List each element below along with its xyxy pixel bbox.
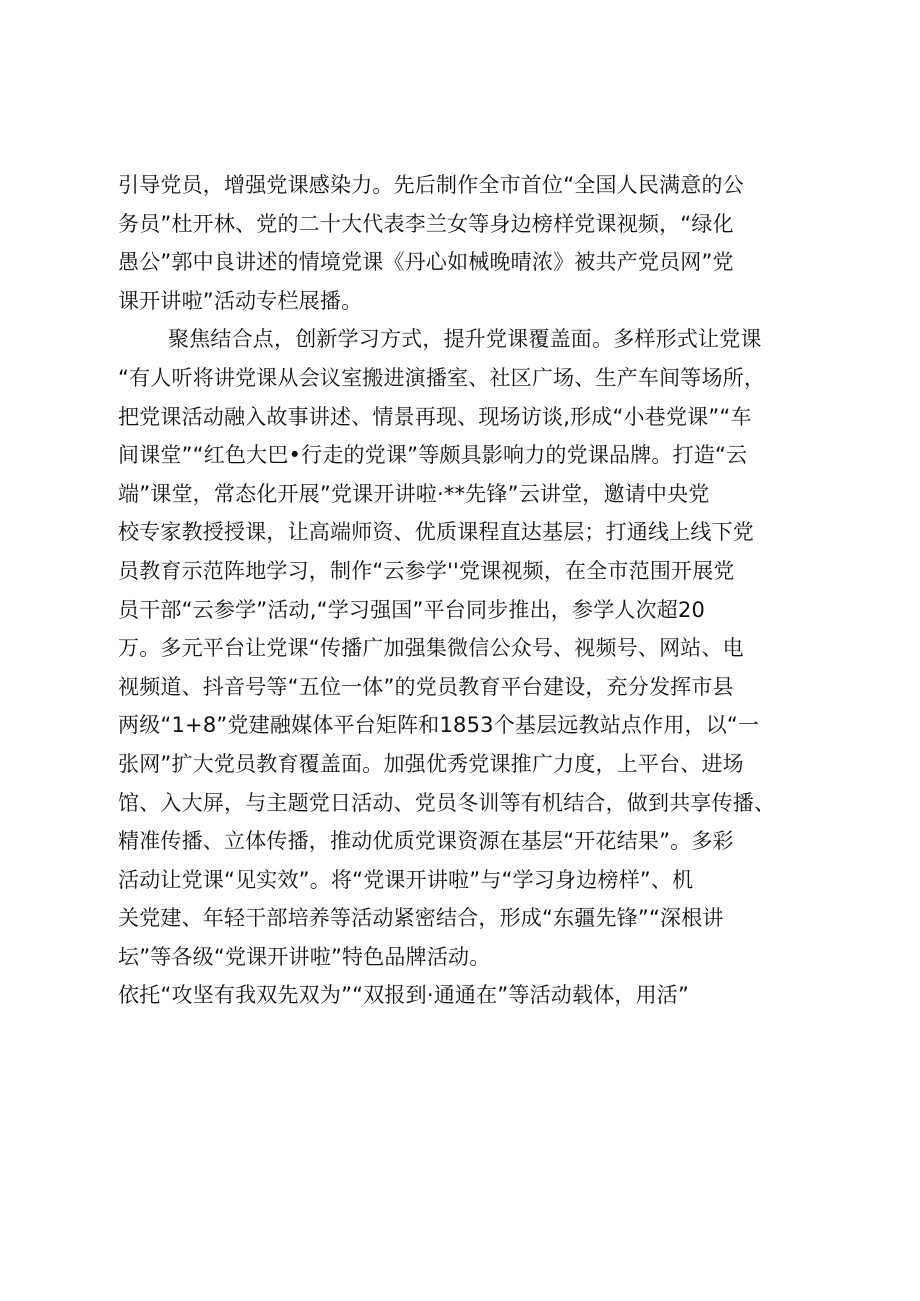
text-line: 校专家教授授课，让高端师资、优质课程直达基层；打通线上线下党	[118, 520, 754, 545]
text-line: 精准传播、立体传播，推动优质党课资源在基层“开花结果”。多彩	[118, 829, 734, 854]
text-line: 馆、入大屏，与主题党日活动、党员冬训等有机结合，做到共享传播、	[118, 790, 776, 815]
text-line: 坛”等各级“党课开讲啦”特色品牌活动。	[118, 944, 491, 969]
text-line: “有人听将讲党课从会议室搬进演播室、社区广场、生产车间等场所，	[118, 365, 766, 390]
text-line: 员教育示范阵地学习，制作“云参学''党课视频，在全市范围开展党	[118, 558, 735, 583]
text-line: 愚公”郭中良讲述的情境党课《丹心如械晚晴浓》被共产党员网”党	[118, 250, 734, 275]
text-line: 间课堂”“红色大巴•行走的党课”等颇具影响力的党课品牌。打造“云	[118, 443, 748, 468]
text-line: 端”课堂，常态化开展”党课开讲啦·**先锋”云讲堂，邀请中央党	[118, 481, 710, 506]
text-line: 张网”扩大党员教育覆盖面。加强优秀党课推广力度，上平台、进场	[118, 751, 744, 776]
text-line: 依托“攻坚有我双先双为”“双报到·通通在”等活动载体，用活”	[118, 983, 690, 1008]
paragraph-first-line: 聚焦结合点，创新学习方式，提升党课覆盖面。多样形式让党课	[168, 327, 762, 352]
body-text	[118, 166, 808, 1015]
text-line: 课开讲啦”活动专栏展播。	[118, 288, 363, 313]
text-line: 万。多元平台让党课“传播广加强集微信公众号、视频号、网站、电	[118, 636, 744, 661]
text-line: 两级“1+8”党建融媒体平台矩阵和1853个基层远教站点作用，以“一	[118, 713, 760, 738]
text-line: 把党课活动融入故事讲述、情景再现、现场访谈,形成“小巷党课”“车	[118, 404, 752, 429]
text-line: 引导党员，增强党课感染力。先后制作全市首位“全国人民满意的公	[118, 173, 744, 197]
text-line: 员干部“云参学”活动,“学习强国”平台同步推出，参学人次超20	[118, 597, 706, 622]
text-line: 视频道、抖音号等“五位一体”的党员教育平台建设，充分发挥市县	[118, 674, 734, 699]
text-line: 务员”杜开林、党的二十大代表李兰女等身边榜样党课视频，“绿化	[118, 211, 734, 236]
text-line: 关党建、年轻干部培养等活动紧密结合，形成“东疆先锋”“深根讲	[118, 906, 724, 931]
text-line: 活动让党课“见实效”。将“党课开讲啦”与“学习身边榜样”、机	[118, 867, 694, 892]
